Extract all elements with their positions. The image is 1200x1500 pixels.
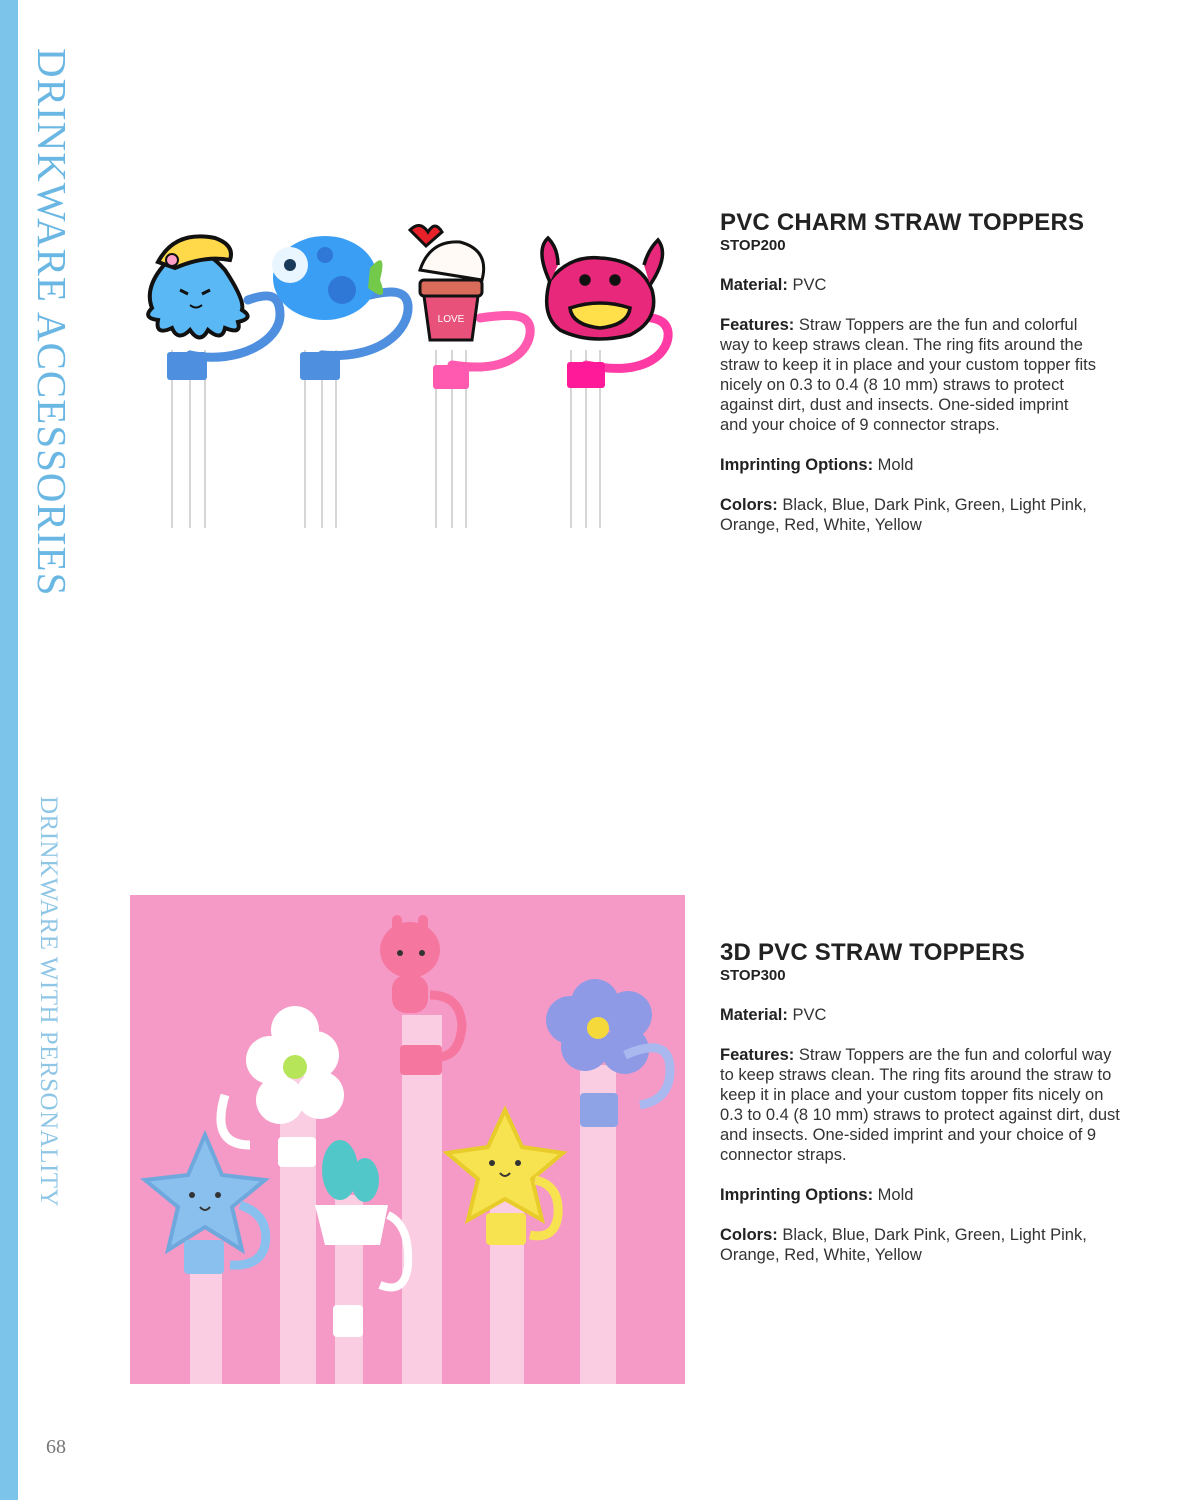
cup-love-text: LOVE — [437, 314, 465, 325]
product-title: PVC CHARM STRAW TOPPERS — [720, 209, 1085, 236]
imprint-line — [720, 1185, 1120, 1205]
imprint-label: Imprinting Options: — [720, 456, 874, 474]
section-title: DRINKWARE ACCESSORIES — [29, 48, 75, 597]
page-number: 68 — [46, 1436, 66, 1458]
side-accent-bar — [0, 0, 18, 1500]
product-stop200 — [720, 209, 1100, 555]
imprint-line — [720, 455, 1100, 475]
imprint-value: Mold — [877, 456, 914, 474]
product-title: 3D PVC STRAW TOPPERS — [720, 939, 1025, 966]
colors-line — [720, 495, 1100, 535]
colors-value: Black, Blue, Dark Pink, Green, Light Pink, Orange, Red, White, Yellow — [720, 1226, 1087, 1264]
imprint-label: Imprinting Options: — [720, 1186, 874, 1204]
colors-value: Black, Blue, Dark Pink, Green, Light Pink, Orange, Red, White, Yellow — [720, 496, 1087, 534]
ring-pink-2 — [567, 362, 605, 388]
colors-line — [720, 1225, 1120, 1265]
features-label: Features: — [720, 1046, 795, 1064]
colors-label: Colors: — [720, 1226, 778, 1244]
pvc-charm-toppers-image — [130, 210, 690, 540]
features-line — [720, 1045, 1120, 1165]
material-line — [720, 1005, 1120, 1025]
3d-pvc-toppers-image — [130, 895, 685, 1384]
straws — [172, 350, 600, 528]
crab-charm — [542, 238, 663, 339]
material-value: PVC — [792, 276, 827, 294]
ring-pink-1 — [433, 365, 469, 389]
material-line — [720, 275, 1100, 295]
octopus-charm — [148, 236, 247, 337]
ring-blue-1 — [167, 352, 207, 380]
material-label: Material: — [720, 276, 788, 294]
material-label: Material: — [720, 1006, 788, 1024]
product-sku: STOP200 — [720, 237, 786, 254]
ring-blue-2 — [300, 352, 340, 380]
material-value: PVC — [792, 1006, 827, 1024]
ice-cream-charm — [410, 225, 484, 340]
fish-charm — [272, 236, 383, 320]
features-line — [720, 315, 1100, 435]
features-value: Straw Toppers are the fun and colorful way to keep straws clean. The ring fits around the straw to keep it in place and your custom topper fits nicely on 0.3 to 0.4 (8 10 mm) straws to protect against dirt, dust and insects. One-sided imprint and your choice of 9 connector straps. — [720, 316, 1097, 434]
colors-label: Colors: — [720, 496, 778, 514]
section-subtitle: DRINKWARE WITH PERSONALITY — [35, 796, 62, 1208]
imprint-value: Mold — [877, 1186, 914, 1204]
product-stop300 — [720, 939, 1120, 1285]
product-sku: STOP300 — [720, 967, 786, 984]
features-value: Straw Toppers are the fun and colorful way to keep straws clean. The ring fits around the straw to keep it in place and your custom topper fits nicely on 0.3 to 0.4 (8 10 mm) straws to protect against dirt, dust and insects. One-sided imprint and your choice of 9 connector straps. — [720, 1046, 1120, 1164]
features-label: Features: — [720, 316, 795, 334]
